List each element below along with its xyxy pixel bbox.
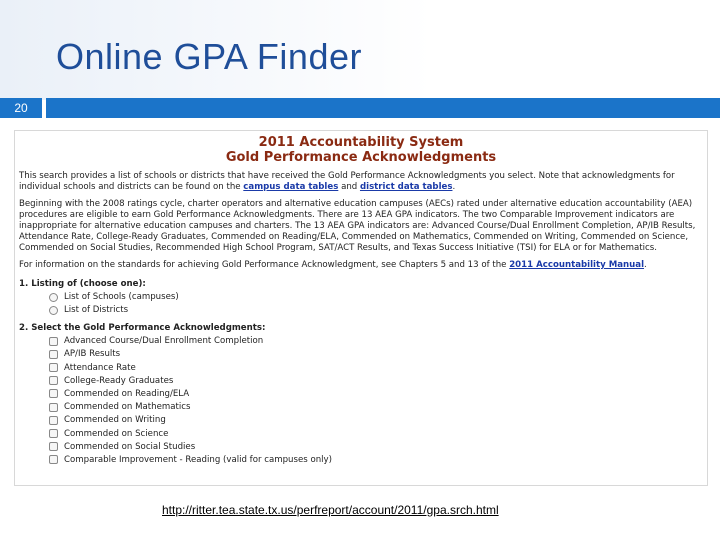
checkbox-label: AP/IB Results [64,349,121,360]
standards-paragraph: For information on the standards for achieving Gold Performance Acknowledgment, see Chapters 5 and 13 of the 2011 Accountability Manual. [19,260,647,270]
checkbox-option[interactable] [49,442,707,452]
page-heading-line1: 2011 Accountability System [258,135,464,150]
radio-label: List of Districts [64,305,129,315]
header-bar [46,98,720,118]
checkbox-label: Attendance Rate [64,362,136,373]
checkbox-option[interactable] [49,349,707,359]
and-text: and [341,182,358,192]
checkbox[interactable] [49,337,58,346]
slide-number: 20 [0,98,42,118]
aea-paragraph: Beginning with the 2008 ratings cycle, charter operators and alternative education campuses (AECs) rated under alternative education accountability (AEA) procedures are eligible to earn Gold Performance Acknowledgments. There are 13 AEA GPA indicators. The two Comparable Improvement indicators are inappropriate for alternative education campuses and charters. The 13 AEA GPA indicators are: Advanced Course/Dual Enrollment Completion, AP/IB Results, Attendance Rate, College-Ready Graduates, Commended on Reading/ELA, Commended on Mathematics, Commended on Writing, Commended on Science, Commended on Social Studies, Recommended High School Program, SAT/ACT Results, and Texas Success Initiative (TSI) for ELA or for Mathematics. [19,199,696,253]
checkbox-label: Comparable Improvement - Reading (valid for campuses only) [64,454,332,465]
checkbox[interactable] [49,442,58,451]
accountability-manual-link[interactable]: 2011 Accountability Manual [509,260,645,270]
radio-option-districts[interactable] [49,305,707,315]
checkbox[interactable] [49,376,58,385]
checkbox-label: Commended on Reading/ELA [64,388,190,399]
checkbox-option[interactable] [49,415,707,425]
checkbox-option[interactable] [49,336,707,346]
intro-paragraph: This search provides a list of schools or districts that have received the Gold Performance Acknowledgments you select. Note that acknowledgments for individual schools and districts can be found on the campus data tables and district data tables. [19,171,675,192]
intro-text: This search provides a list of schools or districts that have received the Gold Performance Acknowledgments you select. Note that acknowledgments for individual schools and districts can be found on the [19,171,675,192]
radio-button[interactable] [49,306,58,315]
checkbox-label: Commended on Social Studies [64,441,196,452]
radio-label: List of Schools (campuses) [64,292,179,302]
checkbox-option[interactable] [49,363,707,373]
screenshot-panel [14,130,708,486]
checkbox-label: Commended on Mathematics [64,402,191,413]
page-heading-line2: Gold Performance Acknowledgments [225,150,497,165]
checkbox[interactable] [49,416,58,425]
checkbox-label: Commended on Writing [64,415,166,426]
checkbox-label: Commended on Science [64,428,169,439]
checkbox-option[interactable] [49,376,707,386]
checkbox[interactable] [49,455,58,464]
checkbox-option[interactable] [49,455,707,465]
listing-section-title: 1. Listing of (choose one): [19,279,146,289]
checkbox[interactable] [49,363,58,372]
checkbox[interactable] [49,403,58,412]
source-url-link[interactable]: http://ritter.tea.state.tx.us/perfreport/account/2011/gpa.srch.html [162,503,499,517]
checkbox[interactable] [49,350,58,359]
acknowledgments-section-title: 2. Select the Gold Performance Acknowledgments: [19,323,266,333]
district-data-tables-link[interactable]: district data tables [359,182,453,192]
campus-data-tables-link[interactable]: campus data tables [243,182,339,192]
slide-title: Online GPA Finder [56,36,362,77]
radio-option-schools[interactable] [49,292,707,302]
checkbox-option[interactable] [49,429,707,439]
radio-button[interactable] [49,293,58,302]
checkbox[interactable] [49,429,58,438]
standards-text: For information on the standards for achieving Gold Performance Acknowledgment, see Chapters 5 and 13 of the [19,260,507,270]
acknowledgment-checkbox-list [15,336,707,465]
checkbox-label: College-Ready Graduates [64,375,174,386]
checkbox-option[interactable] [49,389,707,399]
checkbox[interactable] [49,389,58,398]
checkbox-label: Advanced Course/Dual Enrollment Completion [64,336,264,347]
checkbox-option[interactable] [49,402,707,412]
